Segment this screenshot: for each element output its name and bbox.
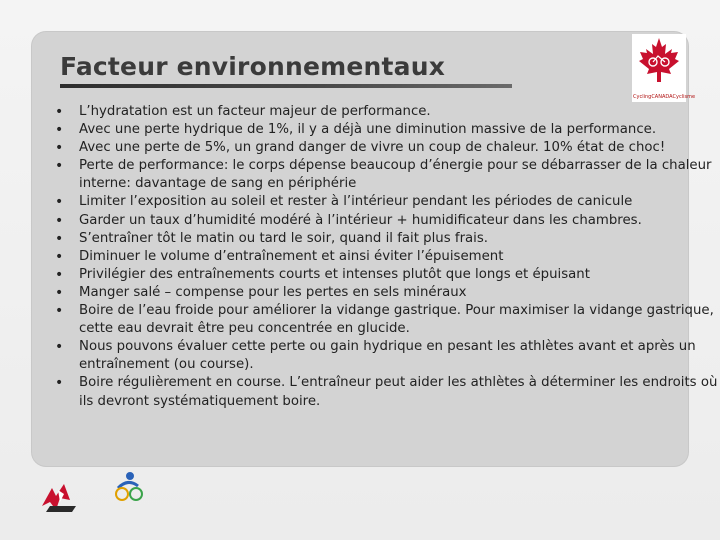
title-underline [60, 84, 512, 88]
bullet-text: Boire de l’eau froide pour améliorer la vidange gastrique. Pour maximiser la vidange gastrique, cette eau devrait être peu concentrée en glucide. [79, 303, 714, 337]
maple-leaf-logo-icon [632, 34, 686, 94]
bullet-text: Boire régulièrement en course. L’entraîneur peut aider les athlètes à déterminer les endroits où ils devront systématiquement boire. [79, 375, 718, 409]
bullet-item [55, 302, 719, 338]
bullet-icon: • [55, 104, 64, 120]
bullet-item [55, 139, 719, 157]
logo-caption: CyclingCANADACyclisme [633, 94, 696, 100]
bullet-icon: • [55, 230, 64, 247]
bullet-text: L’hydratation est un facteur majeur de performance. [79, 104, 431, 119]
bullet-item [55, 121, 719, 139]
bullet-text: Diminuer le volume d’entraînement et ainsi éviter l’épuisement [79, 248, 504, 264]
bullet-text: Nous pouvons évaluer cette perte ou gain hydrique en pesant les athlètes avant et après un entraînement (ou course). [79, 339, 696, 373]
bullet-item [55, 193, 719, 211]
bullet-item [55, 266, 719, 284]
bullet-item [55, 230, 719, 248]
bullet-text: S’entraîner tôt le matin ou tard le soir, quand il fait plus frais. [79, 230, 489, 246]
bullet-text: Perte de performance: le corps dépense beaucoup d’énergie pour se débarrasser de la chaleur interne: davantage de sang en périphérie [79, 158, 712, 192]
bullet-text: Privilégier des entraînements courts et intenses plutôt que longs et épuisant [79, 266, 590, 282]
bullet-item [55, 284, 719, 302]
bullet-text: Avec une perte hydrique de 1%, il y a déjà une diminution massive de la performance. [79, 122, 657, 138]
bullet-item [55, 374, 719, 410]
bullet-icon: • [55, 266, 64, 283]
cyclist-logo-icon [112, 468, 144, 506]
bullet-icon: • [55, 375, 64, 392]
bullet-item [55, 103, 719, 121]
bullet-icon: • [55, 284, 64, 301]
bullet-icon: • [55, 158, 64, 175]
bullet-icon: • [55, 248, 64, 265]
bullet-text: Avec une perte de 5%, un grand danger de vivre un coup de chaleur. 10% état de choc! [79, 140, 666, 156]
bullet-text: Limiter l’exposition au soleil et rester à l’intérieur pendant les périodes de canicule [79, 194, 633, 210]
cycling-canada-logo [632, 34, 696, 102]
bullet-item [55, 212, 719, 230]
bullet-icon: • [55, 303, 64, 320]
bullet-icon: • [55, 140, 64, 157]
bullet-list [55, 103, 719, 411]
bullet-icon: • [55, 339, 64, 356]
bullet-icon: • [55, 194, 64, 211]
bullet-text: Manger salé – compense pour les pertes en sels minéraux [79, 284, 467, 300]
slide-title: Facteur environnementaux [60, 52, 446, 81]
bullet-item [55, 338, 719, 374]
bullet-item [55, 248, 719, 266]
bullet-item [55, 157, 719, 193]
bullet-text: Garder un taux d’humidité modéré à l’intérieur + humidificateur dans les chambres. [79, 212, 642, 228]
bullet-icon: • [55, 212, 64, 229]
bullet-icon: • [55, 122, 64, 139]
